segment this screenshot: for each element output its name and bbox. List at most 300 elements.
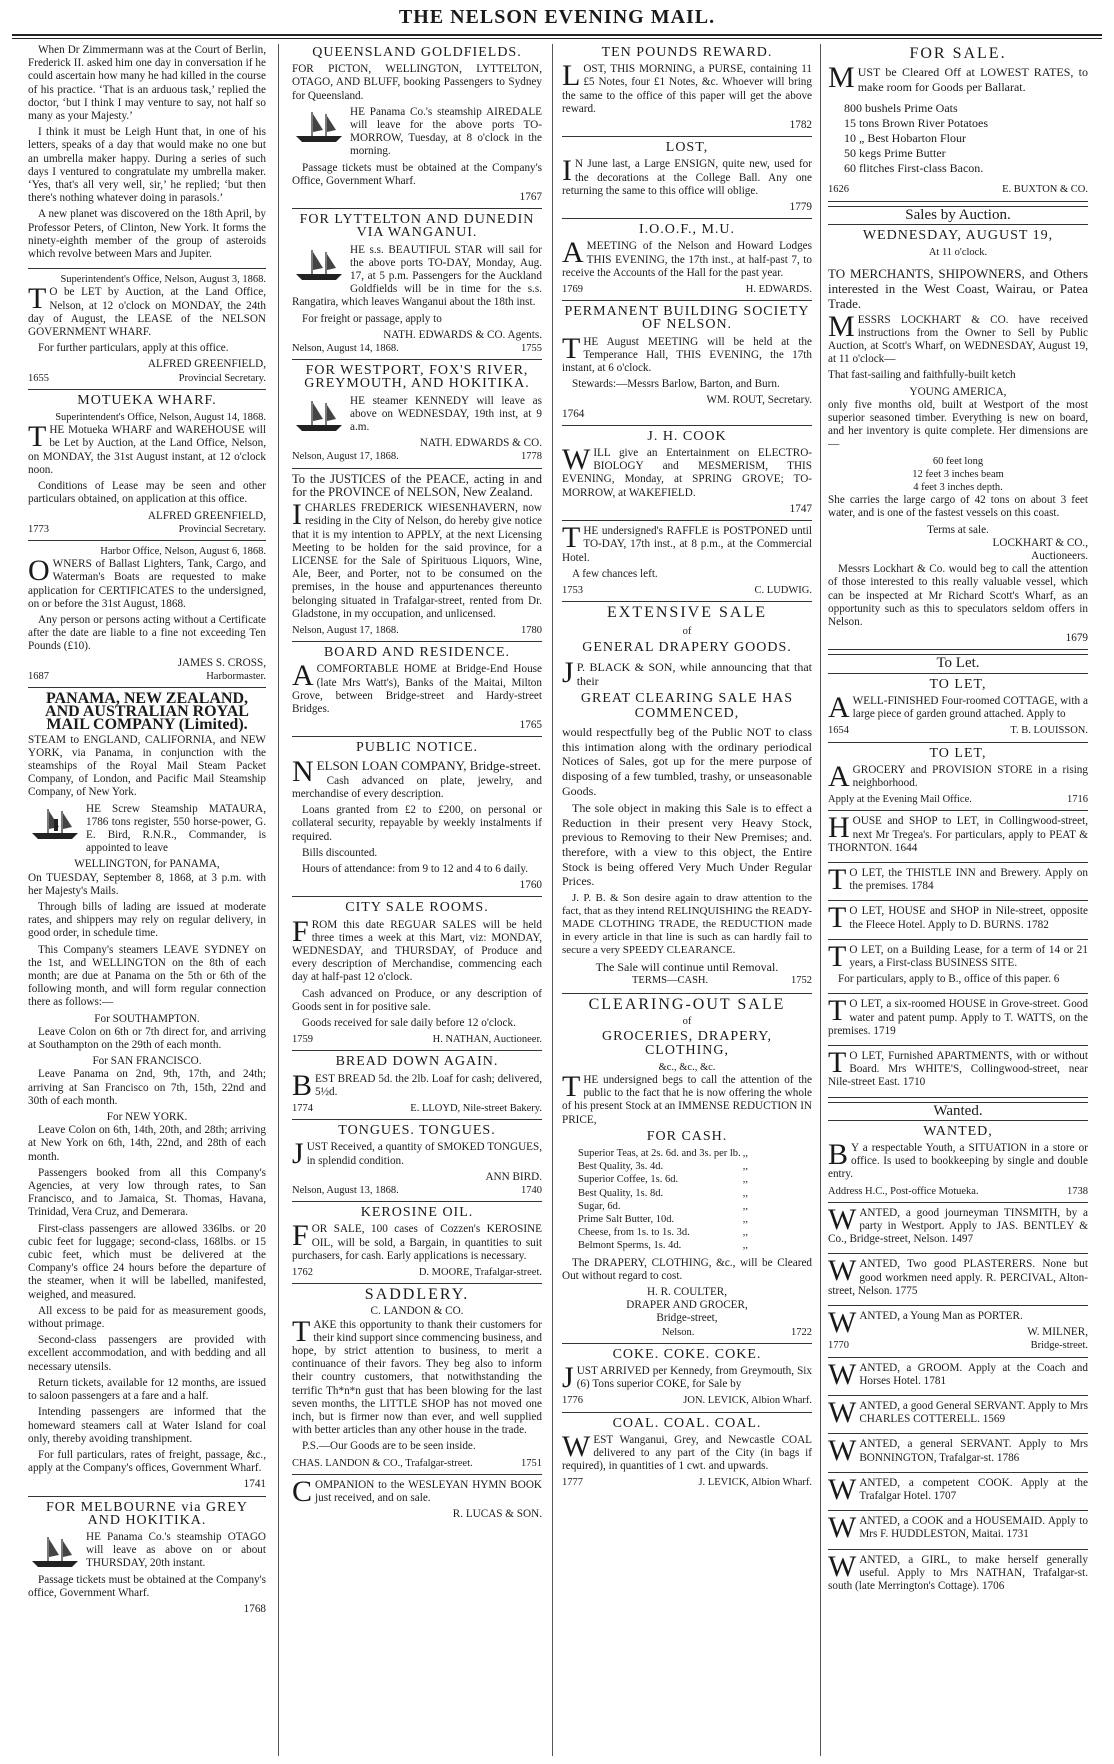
ad-text: Return tickets, available for 12 months, are issued to saloon passengers at a fare and a half. xyxy=(28,1376,266,1403)
ad-signature: H. EDWARDS. xyxy=(745,284,812,296)
masthead-rule xyxy=(12,34,1102,36)
extensive-sale-ad xyxy=(562,606,812,994)
wanted-ad xyxy=(828,1549,1088,1601)
ad-signature: CHAS. LANDON & CO., Trafalgar-street. xyxy=(292,1457,473,1469)
ad-number: 1655 xyxy=(28,372,49,384)
ad-text: OR SALE, 100 cases of Cozzen's KEROSINE OIL, will be sold, a Bargain, in quantities to suit purchasers, for cash. Early applications is necessary. xyxy=(292,1223,542,1262)
ad-heading: MOTUEKA WHARF. xyxy=(77,392,217,408)
wanted-ad xyxy=(828,1396,1088,1434)
ad-text: Stewards:—Messrs Barlow, Barton, and Burn. xyxy=(572,378,780,391)
ad-number: 1755 xyxy=(521,343,542,355)
ad-heading: KEROSINE OIL. xyxy=(360,1205,474,1221)
ad-text: The DRAPERY, CLOTHING, &c., will be Cleared Out without regard to cost. xyxy=(562,1256,812,1282)
list-item: 800 bushels Prime Oats xyxy=(844,101,958,115)
ad-heading: FOR WESTPORT, FOX'S RIVER, GREYMOUTH, AND HOKITIKA. xyxy=(304,363,530,392)
drop-cap: I xyxy=(562,154,572,188)
ad-text: ANTED, a GIRL, to make herself generally useful. Apply to Mrs NATHAN, Trafalgar-st. south (late Merrington's Cottage). xyxy=(828,1553,1088,1593)
ad-heading: WANTED, xyxy=(923,1123,993,1139)
ad-terms: TERMS—CASH. xyxy=(632,975,709,987)
drop-cap: H xyxy=(828,811,850,845)
ad-dateline: Harbor Office, Nelson, August 6, 1868. xyxy=(100,545,266,557)
ad-subheading: FOR CASH. xyxy=(646,1128,728,1144)
to-let-ad xyxy=(828,994,1088,1046)
building-society-ad xyxy=(562,305,812,426)
ad-signature: C. LUDWIG. xyxy=(754,584,812,596)
ad-signature: E. LLOYD, Nile-street Bakery. xyxy=(410,1103,542,1115)
ad-text: Y a respectable Youth, a SITUATION in a store or office. Is used to bookkeeping by single and double entry. xyxy=(828,1141,1088,1181)
ad-heading: TO LET, xyxy=(929,745,987,761)
ad-title: Provincial Secretary. xyxy=(178,523,266,535)
ad-signature: NATH. EDWARDS & CO. Agents. xyxy=(383,328,542,341)
ad-text: Second-class passengers are provided with excellent accommodation, and with bedding and all necessary utensils. xyxy=(28,1334,266,1373)
ship-auction-ad xyxy=(828,229,1088,650)
ad-text: She carries the large cargo of 42 tons on about 3 feet water, and is one of the fastest vessels on this coast. xyxy=(828,494,1088,520)
panama-mail-ad xyxy=(28,689,266,1497)
ad-number: 1731 xyxy=(1006,1528,1029,1541)
drop-cap: W xyxy=(828,1306,857,1339)
ad-number: 1782 xyxy=(1026,918,1049,931)
ad-signature: LOCKHART & CO., xyxy=(992,536,1088,549)
ad-text: ANTED, Two good PLASTERERS. None but good workmen need apply. R. PERCIVAL, Alton-street, Nelson. xyxy=(828,1258,1088,1297)
ad-number: 1776 xyxy=(562,1395,583,1407)
ad-text: ANTED, a good General SERVANT. Apply to Mrs CHARLES COTTERELL. xyxy=(859,1400,1088,1426)
ad-title: Provincial Secretary. xyxy=(178,372,266,384)
ad-text: The sole object in making this Sale is to effect a Reduction in their present very Heavy Stock, previous to Removing to their New Premises; and. therefore, with a view to this object, the Entire Stock is being offered Very Much Under Regular Prices. xyxy=(562,801,812,889)
ad-text: Leave Panama on 2nd, 9th, 17th, and 24th; arriving at San Francisco on 7th, 15th, 22nd and 30th of each month. xyxy=(28,1068,266,1107)
list-item: Cheese, from 1s. to 1s. 3d. ,, xyxy=(578,1227,748,1239)
ad-text: EST BREAD 5d. the 2lb. Loaf for cash; delivered, 5½d. xyxy=(315,1072,542,1098)
drop-cap: A xyxy=(828,759,850,793)
ad-heading: TONGUES. TONGUES. xyxy=(338,1123,496,1139)
ad-number: 1760 xyxy=(519,879,542,892)
ship-dimensions xyxy=(828,455,1088,495)
ad-signature: E. BUXTON & CO. xyxy=(1002,184,1088,195)
to-let-ad xyxy=(828,862,1088,901)
drop-cap: M xyxy=(828,61,855,94)
ad-signature: Bridge-street. xyxy=(1030,1340,1088,1352)
ad-text: Goods received for sale daily before 12 o'clock. xyxy=(302,1017,516,1029)
ad-heading: To the JUSTICES of the PEACE, acting in and for the PROVINCE of NELSON, New Zealand. xyxy=(292,471,542,499)
ad-text: STEAM to ENGLAND, CALIFORNIA, and NEW YORK, via Panama, in conjunction with the steamships of the Royal Mail Steam Packet Company, of London, and Pacific Mail Steamship Company, of New York. xyxy=(28,733,266,799)
ad-text: OMPANION to the WESLEYAN HYMN BOOK just received, and on sale. xyxy=(315,1478,542,1505)
ad-text: Apply at the Evening Mail Office. xyxy=(828,794,972,806)
wanted-ad xyxy=(828,1434,1088,1472)
list-item: Superior Teas, at 2s. 6d. and 3s. per lb. ,, xyxy=(578,1148,748,1160)
drop-cap: J xyxy=(562,655,574,689)
public-notice-ad xyxy=(292,741,542,897)
ad-text: Leave Colon on 6th or 7th direct for, and arriving at Southampton on the 29th of each month. xyxy=(28,1025,266,1052)
ad-date: Nelson, August 17, 1868. xyxy=(292,624,399,636)
ad-heading: WEDNESDAY, AUGUST 19, xyxy=(862,228,1054,244)
list-item: 60 flitches First-class Bacon. xyxy=(844,161,984,175)
ad-signature: ALFRED GREENFIELD, xyxy=(147,358,266,371)
ad-text: Bills discounted. xyxy=(302,846,378,859)
drop-cap: W xyxy=(828,1549,857,1583)
drop-cap: W xyxy=(828,1357,857,1391)
ad-number: 1764 xyxy=(562,407,585,420)
ad-connector: of xyxy=(682,1016,692,1028)
ad-subheading: GREAT CLEARING SALE HAS COMMENCED, xyxy=(580,691,794,721)
to-let-ad xyxy=(828,678,1088,743)
ad-text: ANTED, a GROOM. Apply at the Coach and Horses Hotel. xyxy=(859,1361,1088,1387)
drop-cap: L xyxy=(562,59,581,93)
masthead: THE NELSON EVENING MAIL. xyxy=(398,6,716,28)
drop-cap: W xyxy=(828,1434,857,1468)
ad-text: O LET, the THISTLE INN and Brewery. Apply on the premises. xyxy=(849,866,1088,893)
ad-text: For further particulars, apply at this office. xyxy=(38,342,229,355)
ad-number: 1707 xyxy=(933,1490,957,1503)
hymn-book-ad xyxy=(292,1474,542,1526)
tongues-ad xyxy=(292,1124,542,1202)
ad-signature: JAMES S. CROSS, xyxy=(177,656,266,669)
ad-number: 1752 xyxy=(791,975,812,987)
ad-text: First-class passengers are allowed 336lbs. or 20 cubic feet for luggage; second-class, 168lbs. or 15 cubic feet, which must be delivered at the Company's office 24 hours before the departure of the steamer, when it will be labelled, manifested, weighed, and measured. xyxy=(28,1222,266,1301)
queensland-ad xyxy=(292,46,542,209)
saddlery-ad xyxy=(292,1288,542,1475)
drop-cap: A xyxy=(292,659,314,693)
ad-text: P. BLACK & SON, while announcing that that their xyxy=(576,659,812,689)
ad-text: Address H.C., Post-office Motueka. xyxy=(828,1185,979,1197)
ad-subheading: FOR PICTON, WELLINGTON, LYTTELTON, OTAGO, AND BLUFF, booking Passengers to Sydney for Queensland. xyxy=(292,63,542,102)
ad-dateline: Superintendent's Office, Nelson, August 14, 1868. xyxy=(55,412,266,424)
drop-cap: T xyxy=(828,994,847,1028)
to-let-ad xyxy=(828,811,1088,863)
ad-text: OUSE and SHOP to LET, in Collingwood-street, next Mr Tregea's. For particulars, apply to PEAT & THORNTON. xyxy=(828,815,1088,854)
ad-number: 1497 xyxy=(950,1233,974,1246)
city-sale-rooms-ad xyxy=(292,901,542,1051)
ad-number: 1775 xyxy=(895,1284,918,1297)
drop-cap: T xyxy=(828,862,847,896)
section-header-auctions: Sales by Auction. xyxy=(828,206,1088,225)
ad-text: J. P. B. & Son desire again to draw attention to the fact, that as they intend RELINQUISHING the READY-MADE CLOTHING TRADE, the REDUCTION made in every article in that line is such as can hardly fail to secure a very SPEEDY CLEARANCE. xyxy=(562,891,812,956)
story-paragraph: When Dr Zimmermann was at the Court of Berlin, Frederick II. asked him one day in conversation if he could ascertain how many he had killed in the course of his practice. ‘That is an arduous task,’ replied the doctor, ‘but I think I may venture to say, not half so many as your Majesty.’ xyxy=(28,44,266,123)
ad-subheading: GENERAL DRAPERY GOODS. xyxy=(582,640,792,656)
ad-terms: Terms at sale. xyxy=(927,523,989,536)
ad-connector: of xyxy=(682,625,692,637)
ad-heading: SADDLERY. xyxy=(364,1286,470,1304)
ad-number: 1762 xyxy=(292,1267,313,1279)
raffle-ad xyxy=(562,521,812,602)
ad-text: O LET, on a Building Lease, for a term of 14 or 21 years, a First-class BUSINESS SITE. xyxy=(849,943,1088,969)
ad-text: That fast-sailing and faithfully-built ketch xyxy=(828,369,1016,382)
ad-heading: BREAD DOWN AGAIN. xyxy=(335,1054,499,1070)
ad-signature: T. B. LOUISSON. xyxy=(1010,725,1088,737)
list-item: 4 feet 3 inches depth. xyxy=(913,482,1003,494)
drop-cap: A xyxy=(562,236,584,270)
ad-date: Nelson, August 13, 1868. xyxy=(292,1185,399,1197)
column-1 xyxy=(28,44,266,1624)
ad-text: ANTED, a competent COOK. Apply at the Trafalgar Hotel. xyxy=(859,1476,1088,1503)
ad-text: Passage tickets must be obtained at the Company's Office, Government Wharf. xyxy=(292,161,542,187)
story-paragraph: A new planet was discovered on the 18th April, by Professor Peters, of Clinton, New York. It forms the ninety-eighth member of the group of asteroids which revolve between Mars and Jupiter. xyxy=(28,208,266,261)
ad-text: UST ARRIVED per Kennedy, from Greymouth, Six (6) Tons superior COKE, for Sale by xyxy=(576,1365,812,1391)
ad-number: 1784 xyxy=(911,880,934,893)
ad-text: O LET, HOUSE and SHOP in Nile-street, opposite the Fleece Hotel. Apply to D. BURNS. xyxy=(849,905,1088,931)
drop-cap: T xyxy=(562,521,581,555)
ad-text: HE Panama Co.'s steamship OTAGO will leave as above on or about THURSDAY, 20th instant. xyxy=(86,1530,266,1570)
ad-text: Hours of attendance: from 9 to 12 and 4 to 6 daily. xyxy=(302,862,529,875)
ad-number: 1679 xyxy=(1065,632,1088,645)
drop-cap: W xyxy=(828,1511,857,1545)
ad-text: Passage tickets must be obtained at the Company's office, Government Wharf. xyxy=(28,1573,266,1599)
drop-cap: T xyxy=(292,1314,311,1348)
ad-text: MEETING of the Nelson and Howard Lodges THIS EVENING, the 17th inst., at half-past 7, to receive the Accounts of the Hall for the past year. xyxy=(562,240,812,279)
to-let-ad xyxy=(828,939,1088,995)
board-residence-ad xyxy=(292,646,542,737)
story-paragraph: I think it must be Leigh Hunt that, in one of his letters, speaks of a day that would make no one but an umbrella maker happy. During a series of such days I ventured to congratulate my umbrella maker. ‘Yes, that's all very well, sir,’ he replied; ‘but then there's nothing whatever doing in parasols.’ xyxy=(28,126,266,205)
ad-subheading: For SAN FRANCISCO. xyxy=(92,1055,202,1068)
ad-signature: H. R. COULTER, xyxy=(646,1286,728,1299)
ad-text: HE steamer KENNEDY will leave as above on WEDNESDAY, 19th inst, at 9 a.m. xyxy=(350,394,542,434)
ad-text: For particulars, apply to B., office of this paper. xyxy=(838,973,1051,986)
ad-number: 1777 xyxy=(562,1477,583,1489)
ad-connector: &c., &c., &c. xyxy=(658,1061,716,1073)
drop-cap: T xyxy=(828,901,847,935)
ad-text: P.S.—Our Goods are to be seen inside. xyxy=(302,1440,476,1453)
ad-text: Intending passengers are informed that the homeward steamers call at Water Island for coal only, thereby avoiding transhipment. xyxy=(28,1406,266,1445)
wanted-ad xyxy=(828,1511,1088,1549)
ad-heading: LOST, xyxy=(665,140,709,156)
drop-cap: W xyxy=(562,443,591,477)
ad-number: 1722 xyxy=(791,1326,812,1338)
motueka-wharf-ad xyxy=(28,394,266,541)
justices-ad xyxy=(292,473,542,642)
ad-text: O LET, Furnished APARTMENTS, with or without Board. Mrs WHITE'S, Collingwood-street, near Nile-street East. xyxy=(828,1049,1088,1089)
lost-ad xyxy=(562,141,812,219)
ad-number: 1751 xyxy=(521,1457,542,1469)
ad-number: 1719 xyxy=(873,1024,896,1037)
ad-text: Passengers booked from all this Company's Agencies, at very low through rates, to San Francisco, and to Jamaica, St. Thomas, Havana, Trinidad, Vera Cruz, and Demerara. xyxy=(28,1166,266,1219)
list-item: Prime Salt Butter, 10d. ,, xyxy=(578,1214,748,1226)
ad-text: For freight or passage, apply to xyxy=(302,312,442,325)
drop-cap: B xyxy=(828,1137,849,1171)
ad-number: 1778 xyxy=(521,451,542,463)
column-divider xyxy=(552,44,553,1756)
ad-dateline: Superintendent's Office, Nelson, August 3, 1868. xyxy=(60,274,266,286)
ad-signature: ANN BIRD. xyxy=(485,1170,542,1183)
ad-number: 1786 xyxy=(996,1451,1020,1464)
ad-number: 1759 xyxy=(292,1034,313,1046)
list-item: 15 tons Brown River Potatoes xyxy=(844,116,988,130)
ad-number: 1740 xyxy=(521,1185,542,1197)
ad-number: 1767 xyxy=(519,191,542,204)
goods-list xyxy=(844,101,1088,176)
ad-signature: JON. LEVICK, Albion Wharf. xyxy=(683,1395,812,1407)
ad-text: HE August MEETING will be held at the Temperance Hall, THIS EVENING, the 17th instant, at 6 o'clock. xyxy=(562,335,812,375)
ad-number: 1687 xyxy=(28,670,49,682)
list-item: 60 feet long xyxy=(932,455,984,467)
drop-cap: W xyxy=(828,1254,857,1288)
ad-heading: TO LET, xyxy=(929,676,987,692)
drop-cap: W xyxy=(828,1396,857,1430)
drop-cap: F xyxy=(292,914,309,948)
ad-text: WNERS of Ballast Lighters, Tank, Cargo, and Waterman's Boats are requested to make application for CERTIFICATES to the undersigned, on or before the 31st August, 1868. xyxy=(28,558,266,610)
ad-heading: CLEARING-OUT SALE xyxy=(588,995,786,1013)
ad-text: AKE this opportunity to thank their customers for their kind support since commencing business, and hope, by strict attention to business, to merit a continuance of their favors. They beg also to inform their country customers, that notwithstanding the terrific Th*n*n gust that has been blowing for the last seven months, the LITTLE SHOP has not moved one inch, but is firmer now than ever, and well supplied with better articles than any other house in the trade. xyxy=(292,1318,542,1437)
ad-text: A few chances left. xyxy=(572,567,658,580)
ad-heading: J. H. COOK xyxy=(647,428,727,444)
drop-cap: N xyxy=(292,754,314,788)
ad-number: 1773 xyxy=(28,523,49,535)
ad-number: 6 xyxy=(1053,973,1060,986)
ad-text: N June last, a Large ENSIGN, quite new, used for the decorations at the College Ball. Any one returning the same to this office will oblige. xyxy=(562,158,812,197)
ad-number: 1753 xyxy=(562,584,583,596)
ten-pounds-ad xyxy=(562,46,812,137)
ad-signature: ALFRED GREENFIELD, xyxy=(147,509,266,522)
ad-text: ANTED, a general SERVANT. Apply to Mrs BONNINGTON, Trafalgar-st. xyxy=(859,1438,1088,1464)
drop-cap: W xyxy=(828,1202,857,1236)
ad-heading: QUEENSLAND GOLDFIELDS. xyxy=(312,45,522,60)
ad-number: 1780 xyxy=(521,624,542,636)
list-item: 50 kegs Prime Butter xyxy=(844,146,946,160)
drop-cap: T xyxy=(562,331,581,365)
ad-number: 1569 xyxy=(982,1413,1006,1426)
ad-number: 1716 xyxy=(1067,794,1088,806)
ad-number: 1774 xyxy=(292,1103,313,1115)
ad-text: HE undersigned's RAFFLE is POSTPONED until TO-DAY, 17th inst., at 8 p.m., at the Commercial Hotel. xyxy=(562,525,812,564)
ioof-ad xyxy=(562,223,812,301)
ad-text: ILL give an Entertainment on ELECTRO-BIOLOGY and MESMERISM, THIS EVENING, Monday, at SPRING GROVE; TO-MORROW, at WAKEFIELD. xyxy=(562,447,812,499)
wanted-ad xyxy=(828,1472,1088,1511)
list-item: Best Quality, 1s. 8d. ,, xyxy=(578,1187,748,1199)
ad-text: HE Motueka WHARF and WAREHOUSE will be Let by Auction, at the Land Office, Nelson, on MONDAY, the 31st August instant, at 12 o'clock noon. xyxy=(28,424,266,476)
drop-cap: W xyxy=(562,1429,591,1463)
drop-cap: F xyxy=(292,1219,309,1253)
ad-text: For full particulars, rates of freight, passage, &c., apply at the Company's offices, Government Wharf. xyxy=(28,1448,266,1475)
for-sale-ad xyxy=(828,46,1088,202)
bread-ad xyxy=(292,1055,542,1120)
ad-text: O be LET by Auction, at the Land Office, Nelson, at 12 o'clock on MONDAY, the 24th day of August, the LEASE of the NELSON GOVERNMENT WHARF. xyxy=(28,286,266,339)
ad-heading: PUBLIC NOTICE. xyxy=(355,740,479,756)
ad-number: 1654 xyxy=(828,725,849,737)
ad-number: 1768 xyxy=(243,1602,266,1615)
ad-text: O LET, a six-roomed HOUSE in Grove-street. Good water and patent pump. Apply to T. WATTS, on the premises. xyxy=(828,998,1088,1037)
wanted-ad xyxy=(828,1306,1088,1358)
kerosine-ad xyxy=(292,1206,542,1284)
steamship-icon xyxy=(28,805,82,843)
drop-cap: M xyxy=(828,309,855,343)
section-header-to-let: To Let. xyxy=(828,654,1088,673)
ad-signature: Auctioneers. xyxy=(1031,550,1088,563)
drop-cap: C xyxy=(292,1474,313,1508)
ad-date: Nelson, August 14, 1868. xyxy=(292,343,399,355)
masthead-rule-thin xyxy=(12,38,1102,39)
ad-text: Through bills of lading are issued at moderate rates, and shippers may rely on regular delivery, in good order, in schedule time. xyxy=(28,900,266,940)
ad-date: Nelson, August 17, 1868. xyxy=(292,451,399,463)
melbourne-ad xyxy=(28,1501,266,1621)
ad-text: ANTED, a good journeyman TINSMITH, by a party in Westport. Apply to JAS. BENTLEY & Co., Bridge-street, Nelson. xyxy=(828,1206,1088,1246)
drop-cap: T xyxy=(28,282,47,316)
drop-cap: T xyxy=(828,939,847,973)
ad-heading: COAL. COAL. COAL. xyxy=(612,1415,762,1431)
ad-heading: FOR LYTTELTON AND DUNEDIN VIA WANGANUI. xyxy=(299,212,535,241)
drop-cap: J xyxy=(562,1361,574,1395)
ad-number: 1747 xyxy=(789,502,812,515)
ad-subheading: For SOUTHAMPTON. xyxy=(94,1012,200,1025)
drop-cap: T xyxy=(828,1045,847,1079)
ad-text: On TUESDAY, September 8, 1868, at 3 p.m. with her Majesty's Mails. xyxy=(28,871,266,897)
column-divider xyxy=(820,44,821,1756)
ad-heading: I.O.O.F., M.U. xyxy=(638,222,736,238)
drop-cap: W xyxy=(828,1472,857,1506)
column-4 xyxy=(828,44,1088,1604)
list-item: Belmont Sperms, 1s. 4d. ,, xyxy=(578,1240,748,1252)
ad-number: 1781 xyxy=(923,1374,947,1387)
ad-number: 1770 xyxy=(828,1340,849,1352)
ad-text: Conditions of Lease may be seen and other particulars obtained, on application at this office. xyxy=(28,480,266,506)
ad-text: ANTED, a Young Man as PORTER. xyxy=(859,1310,1023,1322)
ad-text: ROM this date REGUAR SALES will be held three times a week at this Mart, viz: MONDAY, WEDNESDAY, and THURSDAY, of Produce and every description of Merchandise, commencing each day at half-past 12 o'clock. xyxy=(292,918,542,984)
ad-text: HE Screw Steamship MATAURA, 1786 tons register, 550 horse-power, G. E. Bird, R.N.R., Commander, is appointed to leave xyxy=(86,802,266,855)
ad-heading: COKE. COKE. COKE. xyxy=(612,1346,762,1362)
ad-number: 1644 xyxy=(894,841,918,854)
wanted-ad xyxy=(828,1357,1088,1396)
ad-text: would respectfully beg of the Public NOT to class this intimation along with the ordinary periodical Notices of Sales, got up for the mere purpose of disposing of a few tumbled, trashy, or unseasonable Goods. xyxy=(562,725,812,798)
drop-cap: J xyxy=(292,1137,304,1171)
ad-signature: Bridge-street, xyxy=(656,1312,718,1325)
steamship-icon xyxy=(292,108,346,146)
cook-ad xyxy=(562,430,812,521)
ad-subheading: For NEW YORK. xyxy=(106,1111,188,1124)
ad-heading: BOARD AND RESIDENCE. xyxy=(323,645,511,661)
ad-text: UST Received, a quantity of SMOKED TONGUES, in splendid condition. xyxy=(306,1141,542,1167)
ad-signature: W. MILNER, xyxy=(1027,1326,1088,1339)
ad-number: 1765 xyxy=(519,719,542,732)
drop-cap: A xyxy=(828,690,850,724)
wanted-ad xyxy=(828,1254,1088,1306)
ad-text: HE undersigned begs to call the attention of the public to the fact that he is now offering the whole of his present Stock at an IMMENSE REDUCTION IN PRICE, xyxy=(562,1074,812,1126)
story-block xyxy=(28,44,266,269)
ad-number: 1706 xyxy=(981,1580,1005,1593)
drop-cap: I xyxy=(292,498,302,532)
ad-number: 1779 xyxy=(789,201,812,214)
ad-text: CHARLES FREDERICK WIESENHAVERN, now residing in the City of Nelson, do hereby give notice that it is my intention to APPLY, at the next Licensing Meeting to be holden for the said province, for a LICENSE for the Sale of Spirituous Liquors, Wine, Ale, Beer, and Porter, not to be consumed on the premises, in the house and appurtenances thereunto belonging situated in Trafalgar-street, rented from Dr. Gladstone, in my occupation, and unlicensed. xyxy=(292,502,542,620)
ad-text: EST Wanganui, Grey, and Newcastle COAL delivered to any part of the City (in bags if required), in quantities of 1 cwt. and upwards. xyxy=(562,1433,812,1473)
drop-cap: B xyxy=(292,1068,313,1102)
ad-title: Harbormaster. xyxy=(206,670,266,682)
column-3 xyxy=(562,44,812,1498)
ad-heading: PANAMA, NEW ZEALAND, AND AUSTRALIAN ROYAL MAIL COMPANY (Limited). xyxy=(45,689,249,734)
ad-text: The Sale will continue until Removal. xyxy=(595,959,779,974)
drop-cap: T xyxy=(562,1070,581,1103)
ad-text: This Company's steamers LEAVE SYDNEY on the 1st, and WELLINGTON on the 8th of each month; are due at Panama on the 5th or 6th of the following month, and will form regular connection there as follows:— xyxy=(28,943,266,1009)
to-let-ad xyxy=(828,901,1088,939)
column-2 xyxy=(292,44,542,1530)
ad-text: UST be Cleared Off at LOWEST RATES, to make room for Goods per Ballarat. xyxy=(857,65,1088,94)
ad-number: 1626 xyxy=(828,184,849,195)
list-item: Superior Coffee, 1s. 6d. ,, xyxy=(578,1174,748,1186)
lyttelton-ad xyxy=(292,213,542,360)
ad-subheading: C. LANDON & CO. xyxy=(370,1305,464,1318)
ad-number: 1741 xyxy=(243,1478,266,1491)
ad-number: 1769 xyxy=(562,284,583,296)
ad-subheading: TO MERCHANTS, SHIPOWNERS, and Others interested in the West Coast, Wairau, or Patea Trade. xyxy=(828,265,1088,311)
price-list xyxy=(578,1147,812,1253)
ad-text: only five months old, built at Westport of the most superior seasoned timber. Everything is new on board, and her inventory is quite complete. Her dimensions are— xyxy=(828,398,1088,451)
steamship-icon xyxy=(292,246,346,284)
ad-subheading: GROCERIES, DRAPERY, CLOTHING, xyxy=(601,1029,773,1058)
steamship-icon xyxy=(292,397,346,435)
ad-text: ANTED, a COOK and a HOUSEMAID. Apply to Mrs F. HUDDLESTON, Maitai. xyxy=(859,1515,1088,1541)
wanted-ad xyxy=(828,1202,1088,1255)
list-item: Best Quality, 3s. 4d. ,, xyxy=(578,1161,748,1173)
ad-signature: J. LEVICK, Albion Wharf. xyxy=(698,1477,812,1489)
column-divider xyxy=(278,44,279,1756)
coke-ad xyxy=(562,1348,812,1413)
ad-signature: WM. ROUT, Secretary. xyxy=(706,394,812,407)
coal-ad xyxy=(562,1417,812,1494)
ad-text: COMFORTABLE HOME at Bridge-End House (late Mrs Watt's), Banks of the Maitai, Milton Grove, between Bridge-street and Hardy-street Bridges. xyxy=(292,663,542,715)
